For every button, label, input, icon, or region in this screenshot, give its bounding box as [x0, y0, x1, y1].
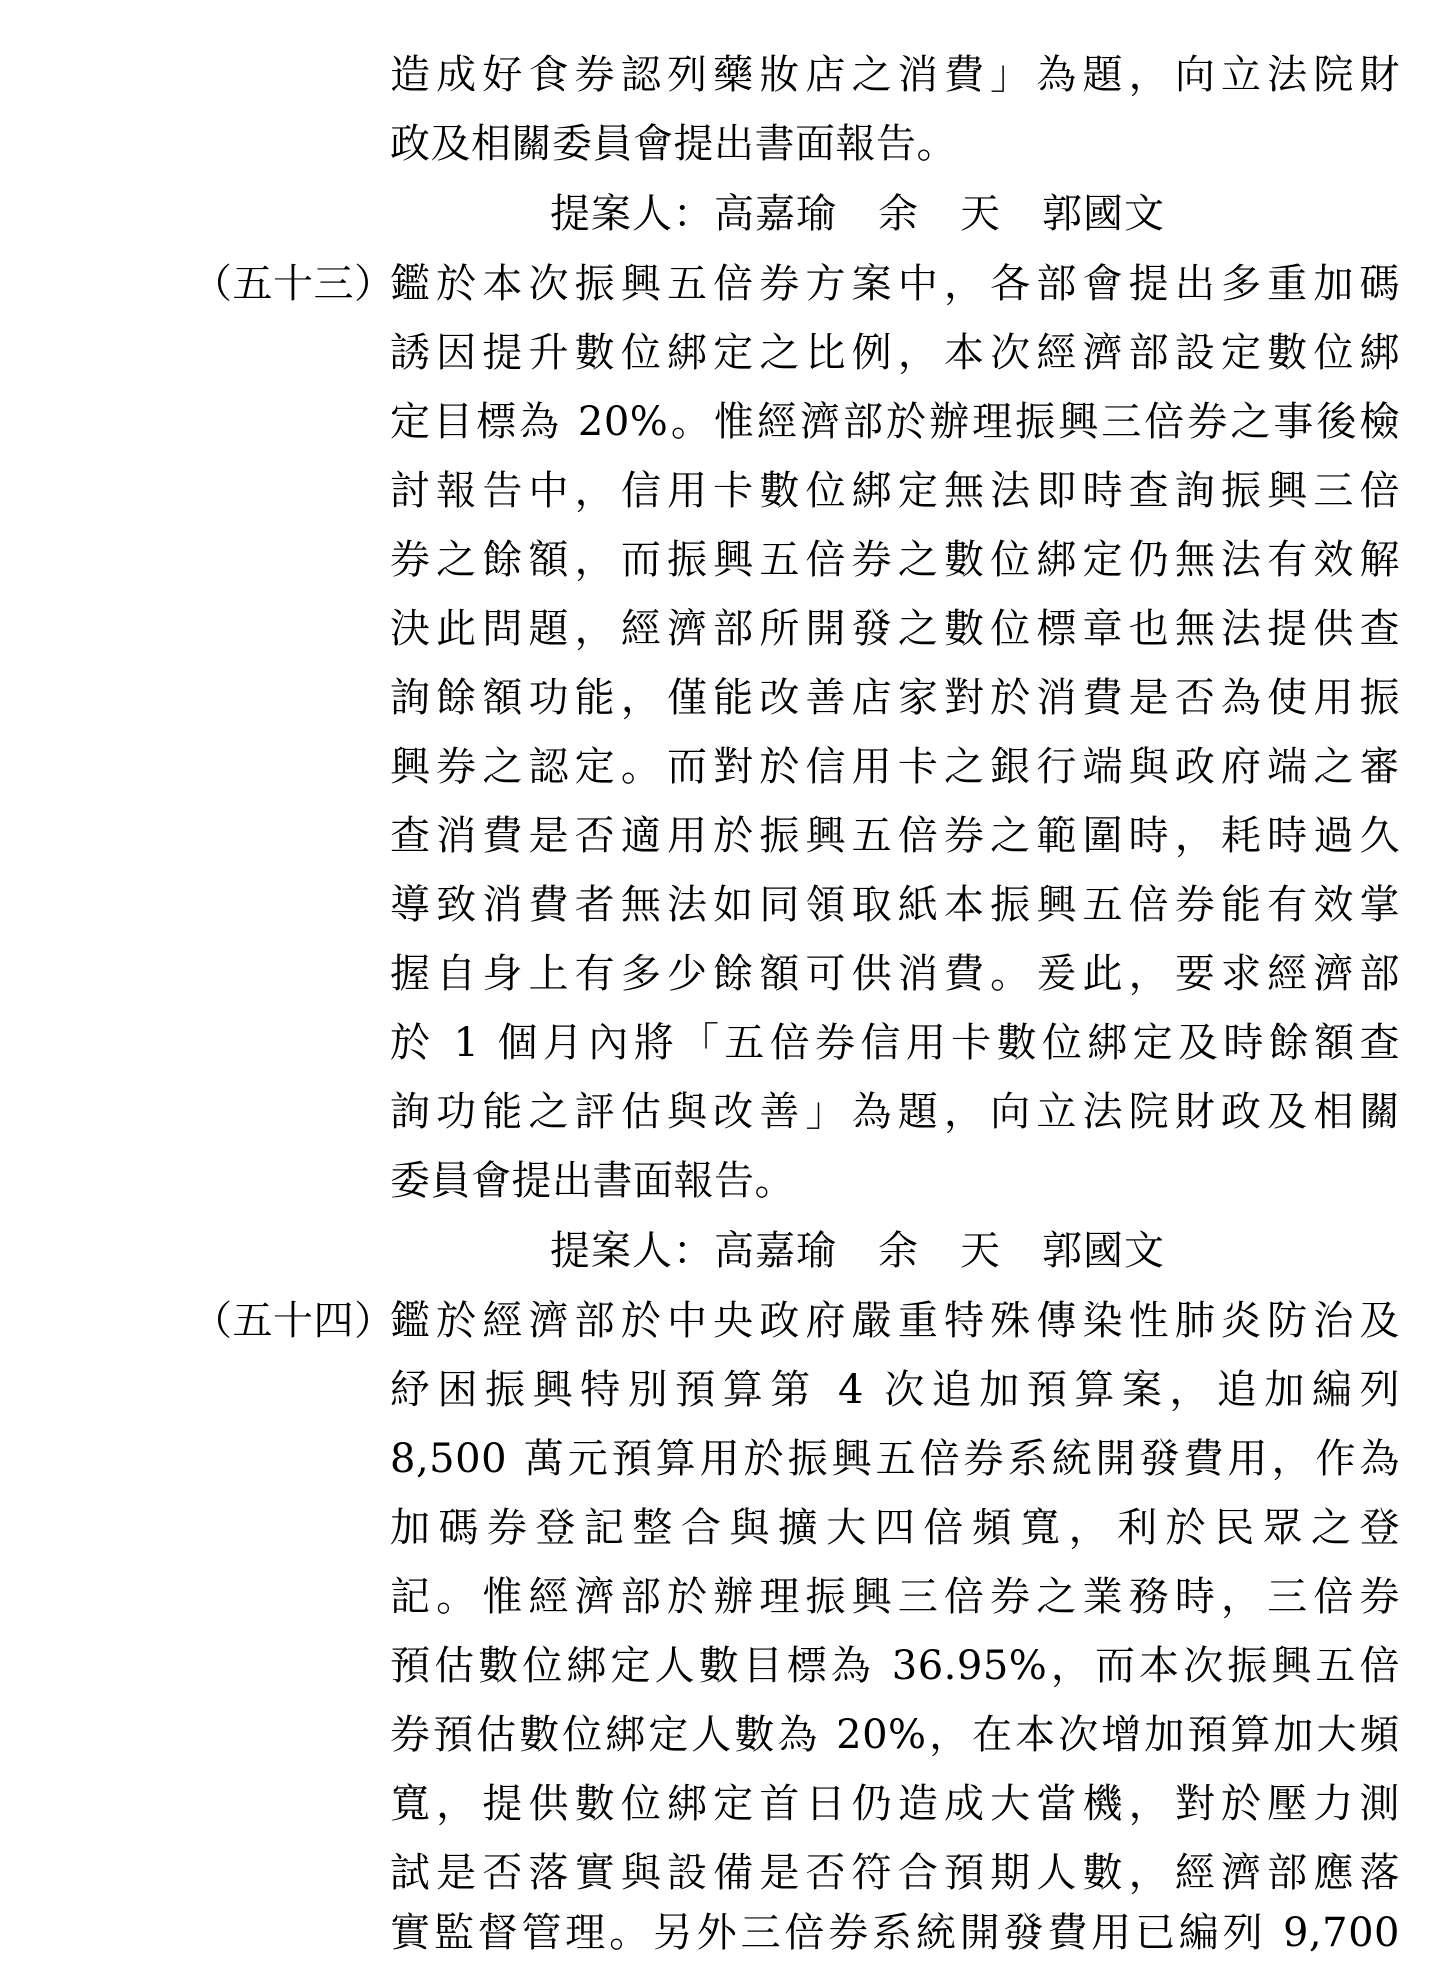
proposer-line: 提案人：高嘉瑜 余 天 郭國文: [550, 1228, 1165, 1274]
item-53-line: 券之餘額，而振興五倍券之數位綁定仍無法有效解: [390, 537, 1400, 583]
proposer-line: 提案人：高嘉瑜 余 天 郭國文: [550, 191, 1165, 237]
item-54-line: 寬，提供數位綁定首日仍造成大當機，對於壓力測: [390, 1781, 1400, 1827]
intro-line: 政及相關委員會提出書面報告。: [390, 121, 957, 167]
item-53-line: 握自身上有多少餘額可供消費。爰此，要求經濟部: [390, 951, 1400, 997]
item-54-line: 券預估數位綁定人數為 20%，在本次增加預算加大頻: [390, 1712, 1400, 1758]
item-53-line: 決此問題，經濟部所開發之數位標章也無法提供查: [390, 606, 1400, 652]
item-53-line: 詢餘額功能，僅能改善店家對於消費是否為使用振: [390, 675, 1400, 721]
item-54-line: 紓困振興特別預算第 4 次追加預算案，追加編列: [390, 1367, 1400, 1413]
item-53-line: 於 1 個月內將「五倍券信用卡數位綁定及時餘額查: [390, 1020, 1400, 1066]
item-54-line: 預估數位綁定人數目標為 36.95%，而本次振興五倍: [390, 1643, 1400, 1689]
item-number-54: （五十四）: [192, 1298, 395, 1344]
item-53-line: 詢功能之評估與改善」為題，向立法院財政及相關: [390, 1089, 1400, 1135]
item-53-line: 討報告中，信用卡數位綁定無法即時查詢振興三倍: [390, 468, 1400, 514]
item-53-line: 鑑於本次振興五倍券方案中，各部會提出多重加碼: [390, 261, 1400, 307]
item-53-line: 導致消費者無法如同領取紙本振興五倍券能有效掌: [390, 882, 1400, 928]
item-54-line: 加碼券登記整合與擴大四倍頻寬，利於民眾之登: [390, 1505, 1400, 1551]
item-53-line: 誘因提升數位綁定之比例，本次經濟部設定數位綁: [390, 330, 1400, 376]
item-54-line: 鑑於經濟部於中央政府嚴重特殊傳染性肺炎防治及: [390, 1298, 1400, 1344]
item-53-line: 興券之認定。而對於信用卡之銀行端與政府端之審: [390, 744, 1400, 790]
item-number-53: （五十三）: [192, 261, 395, 307]
item-54-line: 記。惟經濟部於辦理振興三倍券之業務時，三倍券: [390, 1574, 1400, 1620]
item-53-line: 查消費是否適用於振興五倍券之範圍時，耗時過久: [390, 813, 1400, 859]
item-54-line: 實監督管理。另外三倍券系統開發費用已編列 9,700: [390, 1910, 1400, 1956]
item-53-line: 定目標為 20%。惟經濟部於辦理振興三倍券之事後檢: [390, 399, 1400, 445]
intro-line: 造成好食券認列藥妝店之消費」為題，向立法院財: [390, 52, 1400, 98]
item-53-line: 委員會提出書面報告。: [390, 1158, 795, 1204]
item-54-line: 試是否落實與設備是否符合預期人數，經濟部應落: [390, 1850, 1400, 1896]
item-54-line: 8,500 萬元預算用於振興五倍券系統開發費用，作為: [390, 1436, 1400, 1482]
